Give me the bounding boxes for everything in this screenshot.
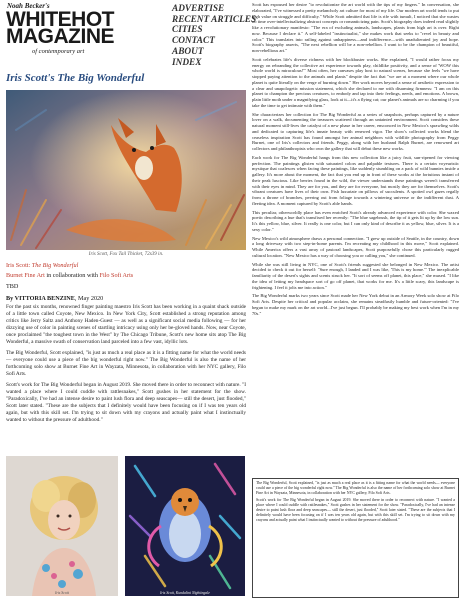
bird-painting-image <box>125 456 245 596</box>
body-paragraph: This peculiar, otherworldly place has even enriched Scott's already advanced experience with color. She waxed poetic describing a hue that's transfixed her recently: "The blue sagebrush, the tip of it gets lit up by the low sun. It's this yellow, blue, silver. It really is one color, but I can only kind of describe it as yellow, blue, silver. It is a sexy color." <box>252 209 459 232</box>
reprint-excerpt-box <box>252 478 459 598</box>
masthead-tagline: of contemporary art <box>32 48 85 55</box>
exhibition-artist: Iris Scott: <box>6 262 32 269</box>
nav-advertise[interactable]: ADVERTISE <box>172 4 225 14</box>
article-byline <box>6 295 103 303</box>
nav-about[interactable]: ABOUT <box>172 46 204 57</box>
fox-painting-image <box>6 90 246 250</box>
nav-index[interactable]: INDEX <box>172 57 202 68</box>
body-paragraph: The Big Wonderful marks two years since Scott made her New York debut in an Armory Week solo show at Filo Sofi Arts. Despite her critical and popular acclaim, she remains steadfastly humble and future-oriented: "I've begun to make my mark on the art world...I've just begun. I'll probably be making my best work when I'm in my 70s." <box>252 293 459 316</box>
masthead-logo-line2: MAGAZINE <box>6 25 114 48</box>
portrait-caption: Iris Scott <box>55 591 69 595</box>
body-paragraph: New Mexico's wild atmosphere draws a personal connection. "I grew up outside of Seattle, in the country, down a long driveway with two step-in-home parents. I'm recreating my childhood in this move," Scott explained. While America offers a vast array of pastoral landscapes, Scott purposefully chose this particularly rugged cultural location. "New Mexico has a way of choosing you or calling you," she continued. <box>252 235 459 258</box>
bird-painting-photo <box>125 456 245 596</box>
hero-caption: Iris Scott, Fox Tail Thicket, 72x39 in. <box>88 252 164 257</box>
hero-painting-fox <box>6 90 246 250</box>
body-paragraph: Each work for The Big Wonderful hangs from this new collection like a juicy fruit, sun-ripened for viewing perfection. The paintings glisten with saturated colors and palpable textures. There is a certain voyeuristic mystique that coalesces when facing these paintings, like suddenly stumbling on a pack of wild bunnies inside a gallery. It's more about the moment, the fact that you end up in front of these works at the fortuitous instant of their peak luscious. Like berries found in the wild, the viewer understands these paintings weren't transferred with their eyes in mind. They are for you, and they are for everyone, but mostly they are for themselves. Scott's vibrant creatures have lives of their own. Fish luxuriate on pillows of succulents. A spotted owl gazes regally from a throne of branches, peering out from foliage towards a wintering universe or the indifferent dust. A fleeting idea. A moment captured by Scott's able hands. <box>252 154 459 206</box>
gallery-mid-text: in collaboration with <box>44 272 100 279</box>
body-paragraph: Scott's work for The Big Wonderful began in August 2019. She moved there in order to reconnect with nature. "I wanted a place where I could cuddle with rattlesnakes," Scott gushes in her statement for the show. "Paradoxically, I've had an intense desire to paint lush flora and deep seascapes— still the desert, just flooded," Scott later stated. "These are the subjects that I definitely would have been focusing on if I was ten years old again, but with this skill set. I'm trying to sit down with my crayons and actually paint what I instinctually wanted to without the pressure of adulthood." <box>6 382 246 423</box>
exhibition-dates: TBD <box>6 283 19 290</box>
article-body-left <box>6 304 246 452</box>
body-paragraph: She characterizes her collection for The Big Wonderful as a series of snapshots, perhaps captured by a nature lover on a walk, documenting the treasures scattered through an untainted environment. Scott considers these natural moment still-lives the catalyst of a new phase in her career, ensconced in New Mexico's sprawling wilds and dedicated to capturing life's innate beauty with renewed vigor. The show's collected works blend the ceaseless inspiration Scott has found amongst her animal neighbors with wildlife photography from Peggy Burnet, one of Iris's collectors and friends. Peggy, along with her husband Ralph Burnet, are renowned art collectors and philanthropists who own the gallery that will debut these new works. <box>252 111 459 151</box>
body-paragraph: Scott celebrates life's diverse richness with her blockbuster works. She explained, "I would rather focus my energy on rebranding the collective art experience towards play, childlike positivity, and a sense of 'WOW this whole world is miraculous!'" Most often, her canvases play host to natural scenes, because she feels "we have stopped paying attention to the animals and plants" despite the fact that "we are at a moment where our whole planet is quite literally on the verge of burning down." Her work moves beyond a sense of aesthetic expression to a clear and unapologetic mission statement, which she declared to me with disarming firmness: "I am on this planet to champion the precious creatures, to embody and tap into their feelings, needs, and emotions. A brown, plain little moth under a magnifying glass, look at it—it's a flying cat; our planet's animals are so charming if you take the time to get intimate with them." <box>252 56 459 108</box>
body-paragraph: Scott has espoused her desire "to revolutionize the art world with the tips of my fingers." In conversation, she elaborated, "I've witnessed a pretty melancholy art culture for most of my life. Our modern art world tends to put high value on struggle and difficulty." While Scott admitted that life is rife with tumult, I noticed that she wastes no time over-intellectualizing abstract concepts or romanticizing pain. Scott's biography does indeed read slightly like a revolutionary manifesto: "The era of excluding animals, landscapes, plants from high art is over. Right now. Because I declare it." A self-labeled "instinctualist," she makes work that seeks to "revel in beauty and color." This translates into railing against unhappiness—and indifference—with unadulterated joy and hope. Scott's biography asserts, "The next rebellion will be a non-rebellion. I want to be the champion of beautiful, non-rebellious art." <box>252 2 459 53</box>
masthead-byline: Noah Becker's <box>7 2 50 10</box>
article-title: Iris Scott's The Big Wonderful <box>6 72 145 84</box>
article-body-right <box>252 2 459 478</box>
reprint-paragraph: Scott's work for The Big Wonderful began in August 2019. She moved there in order to reconnect with nature. "I wanted a place where I could cuddle with rattlesnakes," Scott gushes in her statement for the show. "Paradoxically, I've had an intense desire to paint lush flora and deep seascapes— still the desert, just flooded," Scott later stated. "These are the subjects that I definitely would have been focusing on if I was ten years old again, but with this skill set. I'm trying to sit down with my crayons and actually paint what I instinctually wanted to without the pressure of adulthood." <box>256 498 455 522</box>
nav-cities[interactable]: CITIES <box>172 25 203 36</box>
body-paragraph: For the past six months, renowned finger painting maestro Iris Scott has been working in a quaint shack outside of a little town called Coyote, New Mexico. In New York City, Scott established a strong reputation among critics like Jerry Saltz and Anthony Haden-Guest — as well as a significant social media following — for her dizzying use of color in painting scenes of startling intricacy using only her be-gloved hands. Now, near Coyote, once proclaimed "the toughest town in the West" by The Chicago Tribune, Scott's new home sits atop The Big Wonderful, a massive swath of conservation land parceled into a few vast, idyllic lots. <box>6 304 246 345</box>
nav-contact[interactable]: CONTACT <box>172 36 215 47</box>
portrait-image <box>6 456 118 596</box>
gallery-link-filo-sofi[interactable]: Filo Sofi Arts <box>99 272 134 279</box>
artist-portrait-photo <box>6 456 118 596</box>
painting-caption: Iris Scott, Kundalini Nightingale <box>160 591 210 595</box>
byline-author: By VITTORIA BENZINE <box>6 295 75 302</box>
masthead-logo-line1: WHITEHOT <box>6 8 114 31</box>
top-navigation <box>172 4 257 68</box>
nav-recent-articles[interactable]: RECENT ARTICLES <box>172 14 257 25</box>
body-paragraph: The Big Wonderful, Scott explained, "is just as much a real place as it is a fitting name for what the world needs— everyone could use a piece of the big wonderful right now." The Big Wonderful is also the name of her forthcoming solo show at Burnet Fine Art in Wayzata, Minnesota, in collaboration with her NYC gallery, Filo Sofi Arts. <box>6 350 246 377</box>
gallery-link-burnet[interactable]: Burnet Fine Art <box>6 272 45 279</box>
exhibition-name: The Big Wonderful <box>31 262 79 269</box>
reprint-paragraph: The Big Wonderful, Scott explained, "is just as much a real place as it is a fitting name for what the world needs— everyone could use a piece of the big wonderful right now." The Big Wonderful is also the name of her forthcoming solo show at Burnet Fine Art in Wayzata, Minnesota, in collaboration with her NYC gallery, Filo Sofi Arts. <box>256 481 455 495</box>
gallery-line <box>6 272 133 280</box>
byline-date: , May 2020 <box>74 295 104 302</box>
body-paragraph: While she was still living in NYC, one of Scott's friends suggested she belonged in New Mexico. The artist decided to check it out for herself: "Sure enough, I landed and I was like, 'This is my home.'" The inexplicable familiarity of the desert's sights and scents struck her. "It sort of seems off planet, this place," she mused. "I like the idea of letting my headspace sort of go off planet, that works for me. It's a little scary, this landscape is frightening. I feel it jolts me into action." <box>252 261 459 290</box>
exhibition-title-line <box>6 262 78 270</box>
